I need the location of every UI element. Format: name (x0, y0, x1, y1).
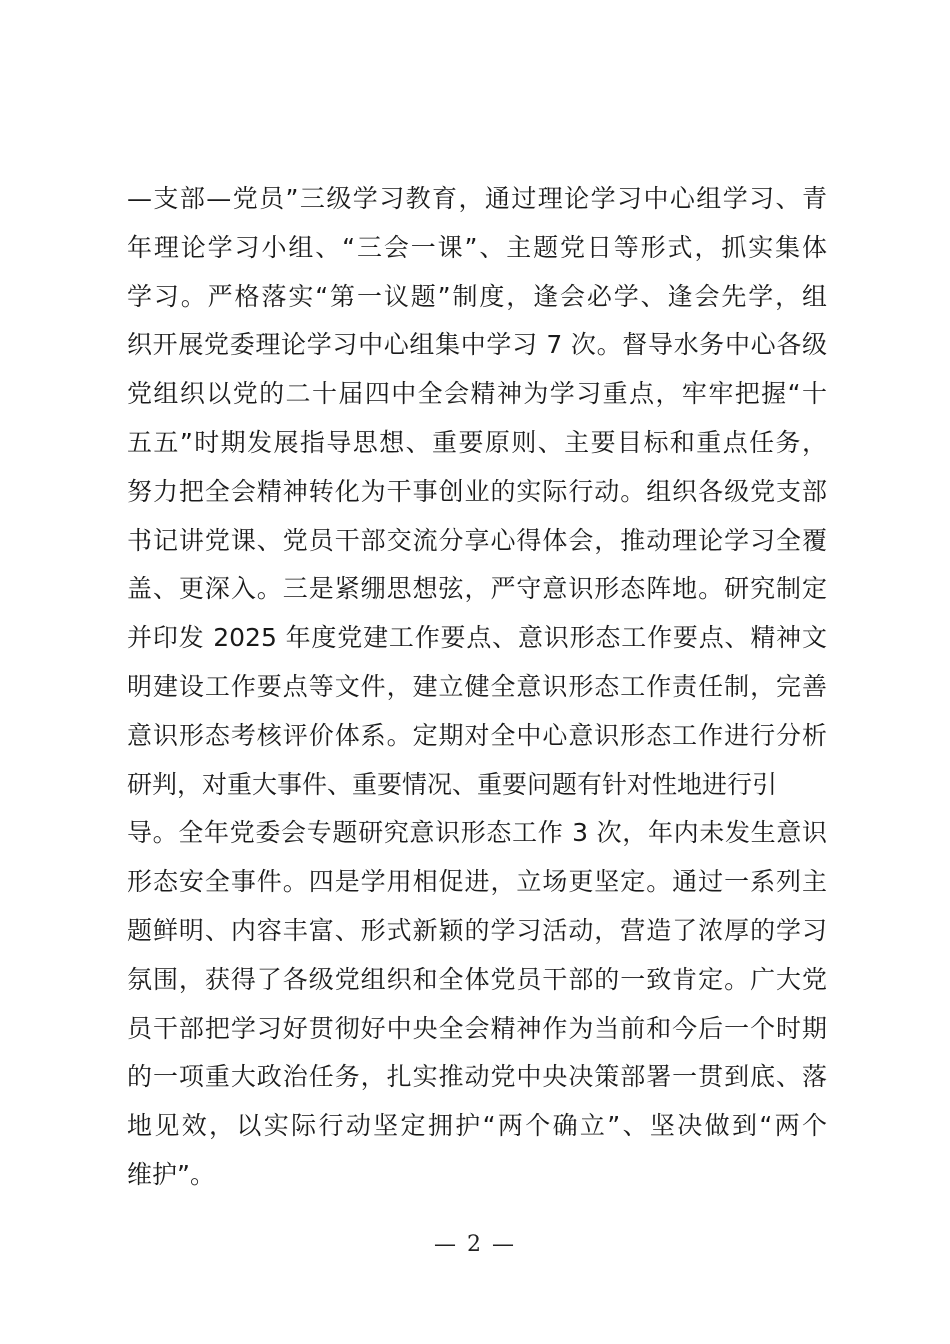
text-line: 氛围，获得了各级党组织和全体党员干部的一致肯定。广大党 (127, 964, 827, 994)
text-line: 形态安全事件。四是学用相促进，立场更坚定。通过一系列主 (127, 867, 827, 897)
text-line: 努力把全会精神转化为干事创业的实际行动。组织各级党支部 (127, 476, 827, 506)
text-line: 并印发 2025 年度党建工作要点、意识形态工作要点、精神文 (127, 623, 827, 653)
text-line: 题鲜明、内容丰富、形式新颖的学习活动，营造了浓厚的学习 (127, 915, 827, 945)
text-line: 明建设工作要点等文件，建立健全意识形态工作责任制，完善 (127, 671, 827, 701)
page-number: — 2 — (434, 1232, 516, 1257)
text-line: 意识形态考核评价体系。定期对全中心意识形态工作进行分析 (127, 720, 827, 750)
text-line: 导。全年党委会专题研究意识形态工作 3 次，年内未发生意识 (127, 818, 827, 848)
text-line: 的一项重大政治任务，扎实推动党中央决策部署一贯到底、落 (127, 1062, 827, 1092)
text-line: 织开展党委理论学习中心组集中学习 7 次。督导水务中心各级 (127, 330, 827, 360)
text-line: 学习。严格落实“第一议题”制度，逢会必学、逢会先学，组 (127, 281, 827, 311)
text-line: 研判，对重大事件、重要情况、重要问题有针对性地进行引 (127, 769, 778, 799)
text-line: 盖、更深入。三是紧绷思想弦，严守意识形态阵地。研究制定 (127, 574, 827, 604)
body-paragraph (127, 175, 827, 1200)
text-line: 党组织以党的二十届四中全会精神为学习重点，牢牢把握“十 (127, 379, 827, 409)
text-line: 年理论学习小组、“三会一课”、主题党日等形式，抓实集体 (127, 232, 827, 262)
text-line: —支部—党员”三级学习教育，通过理论学习中心组学习、青 (127, 184, 827, 213)
text-line: 书记讲党课、党员干部交流分享心得体会，推动理论学习全覆 (127, 525, 827, 555)
text-line: 五五”时期发展指导思想、重要原则、主要目标和重点任务， (127, 427, 827, 457)
text-line: 维护”。 (127, 1159, 215, 1189)
text-line: 员干部把学习好贯彻好中央全会精神作为当前和今后一个时期 (127, 1013, 827, 1043)
text-line: 地见效，以实际行动坚定拥护“两个确立”、坚决做到“两个 (127, 1111, 827, 1141)
